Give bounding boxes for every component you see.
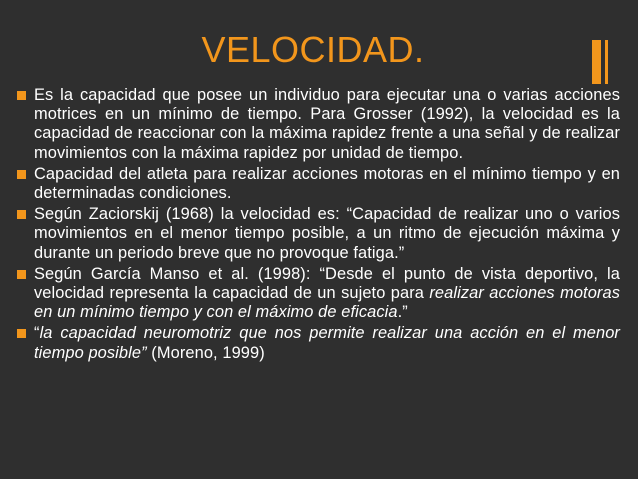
square-bullet-icon <box>17 270 26 279</box>
bullet-item-3 <box>17 205 620 263</box>
bullet-text: Según Zaciorskij (1968) la velocidad es: “Capacidad de realizar uno o varios movimientos en el menor tiempo posible, a un ritmo de ejecución máxima y durante un periodo breve que no provoque fatiga.” <box>34 205 620 262</box>
bullet-list <box>17 86 620 365</box>
bullet-text-italic: la capacidad neuromotriz que nos permite realizar una acción en el menor tiempo posible” <box>34 324 620 362</box>
bullet-text-tail: (Moreno, 1999) <box>146 343 265 362</box>
slide-title: VELOCIDAD. <box>201 29 425 70</box>
bullet-text-lead: “ <box>34 324 40 343</box>
bullet-item-2 <box>17 165 620 203</box>
bullet-item-5 <box>17 324 620 362</box>
accent-bars-decoration <box>592 40 622 84</box>
square-bullet-icon <box>17 170 26 179</box>
bullet-text-italic: realizar acciones motoras en un mínimo tiempo y con el máximo de eficacia <box>34 284 620 322</box>
bullet-item-4 <box>17 265 620 323</box>
bullet-text: Es la capacidad que posee un individuo para ejecutar una o varias acciones motrices en un mínimo de tiempo. Para Grosser (1992), la velocidad es la capacidad de reaccionar con la máxima rapidez frente a una señal y de realizar movimientos con la máxima rapidez por unidad de tiempo. <box>34 86 620 162</box>
bullet-text-lead: Según García Manso et al. (1998): “Desde el punto de vista deportivo, la velocidad representa la capacidad de un sujeto para <box>34 264 620 303</box>
square-bullet-icon <box>17 91 26 100</box>
square-bullet-icon <box>17 329 26 338</box>
bullet-text-tail: .” <box>397 303 408 322</box>
bullet-text: Capacidad del atleta para realizar acciones motoras en el mínimo tiempo y en determinadas condiciones. <box>34 164 620 203</box>
accent-bar-thick <box>592 40 601 84</box>
square-bullet-icon <box>17 210 26 219</box>
bullet-item-1 <box>17 86 620 163</box>
accent-bar-thin <box>605 40 608 84</box>
